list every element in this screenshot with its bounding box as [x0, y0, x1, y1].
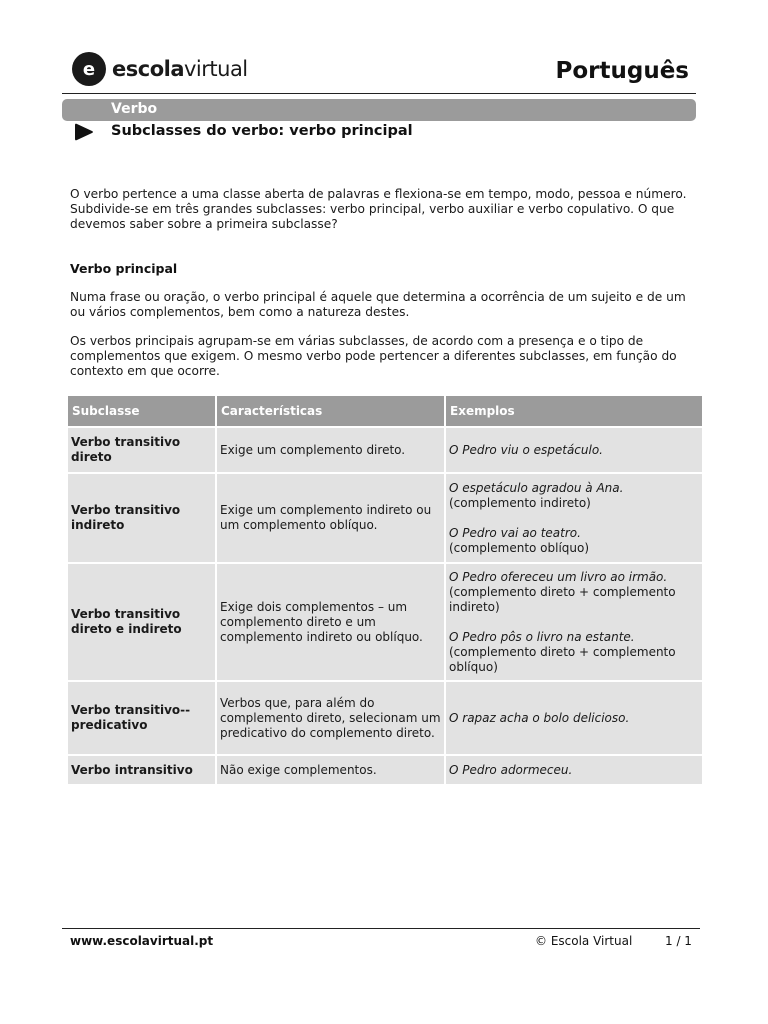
page-number: 1 / 1	[665, 934, 692, 948]
characteristics-cell: Verbos que, para além do complemento direto, selecionam um predicativo do complemento direto.	[216, 681, 445, 755]
subclass-cell: Verbo transitivo direto	[67, 427, 216, 473]
subclass-cell: Verbo transitivo--predicativo	[67, 681, 216, 755]
table-row	[67, 755, 703, 785]
example-sentence: O Pedro vai ao teatro.	[449, 525, 581, 540]
arrow-bullet-icon	[74, 123, 94, 141]
examples-cell	[445, 681, 703, 755]
table-row	[67, 427, 703, 473]
example-sentence: O Pedro ofereceu um livro ao irmão.	[449, 569, 668, 584]
example-note: (complemento direto + complemento oblíquo)	[449, 644, 676, 674]
header-divider	[62, 93, 696, 94]
logo-text-regular: virtual	[184, 57, 248, 81]
example-sentence: O Pedro adormeceu.	[449, 762, 573, 777]
example-sentence: O Pedro pôs o livro na estante.	[449, 629, 635, 644]
section-bar	[62, 99, 696, 121]
table-row	[67, 681, 703, 755]
subclass-cell: Verbo transitivo indireto	[67, 473, 216, 563]
header-subclasse: Subclasse	[67, 395, 216, 427]
footer-copyright: © Escola Virtual	[535, 934, 633, 948]
logo-mark: e	[72, 52, 106, 86]
definition-paragraph: Numa frase ou oração, o verbo principal é aquele que determina a ocorrência de um sujeito e de um ou vários complementos, bem como a natureza destes.	[70, 290, 686, 319]
subclasses-table	[66, 394, 704, 786]
table-row	[67, 473, 703, 563]
examples-cell	[445, 563, 703, 681]
subject-title: Português	[555, 58, 689, 84]
characteristics-cell: Exige dois complementos – um complemento direto e um complemento indireto ou oblíquo.	[216, 563, 445, 681]
verbo-principal-heading: Verbo principal	[70, 261, 178, 276]
logo-text-bold: escola	[112, 57, 184, 81]
section-subtitle: Subclasses do verbo: verbo principal	[111, 123, 413, 139]
examples-cell	[445, 427, 703, 473]
table-header-row	[67, 395, 703, 427]
footer-divider	[62, 928, 700, 929]
example-note: (complemento oblíquo)	[449, 540, 590, 555]
subclass-cell: Verbo transitivo direto e indireto	[67, 563, 216, 681]
example-sentence: O Pedro viu o espetáculo.	[449, 442, 603, 457]
header-caracteristicas: Características	[216, 395, 445, 427]
section-label: Verbo	[111, 101, 158, 117]
subclass-cell: Verbo intransitivo	[67, 755, 216, 785]
example-sentence: O rapaz acha o bolo delicioso.	[449, 710, 630, 725]
table-row	[67, 563, 703, 681]
examples-cell	[445, 755, 703, 785]
header-exemplos: Exemplos	[445, 395, 703, 427]
example-note: (complemento indireto)	[449, 495, 591, 510]
characteristics-cell: Exige um complemento direto.	[216, 427, 445, 473]
characteristics-cell: Não exige complementos.	[216, 755, 445, 785]
intro-paragraph: O verbo pertence a uma classe aberta de palavras e flexiona-se em tempo, modo, pessoa e número. Subdivide-se em três grandes subclasses: verbo principal, verbo auxiliar e verbo copulativo. O que devemos saber sobre a primeira subclasse?	[70, 187, 687, 231]
footer-url-link[interactable]: www.escolavirtual.pt	[70, 934, 214, 948]
characteristics-cell: Exige um complemento indireto ou um complemento oblíquo.	[216, 473, 445, 563]
example-sentence: O espetáculo agradou à Ana.	[449, 480, 624, 495]
examples-cell	[445, 473, 703, 563]
subclasses-paragraph: Os verbos principais agrupam-se em várias subclasses, de acordo com a presença e o tipo de complementos que exigem. O mesmo verbo pode pertencer a diferentes subclasses, em função do contexto em que ocorre.	[70, 334, 677, 378]
example-note: (complemento direto + complemento indireto)	[449, 584, 676, 614]
escolavirtual-logo	[72, 52, 248, 86]
logo-text	[112, 57, 248, 81]
